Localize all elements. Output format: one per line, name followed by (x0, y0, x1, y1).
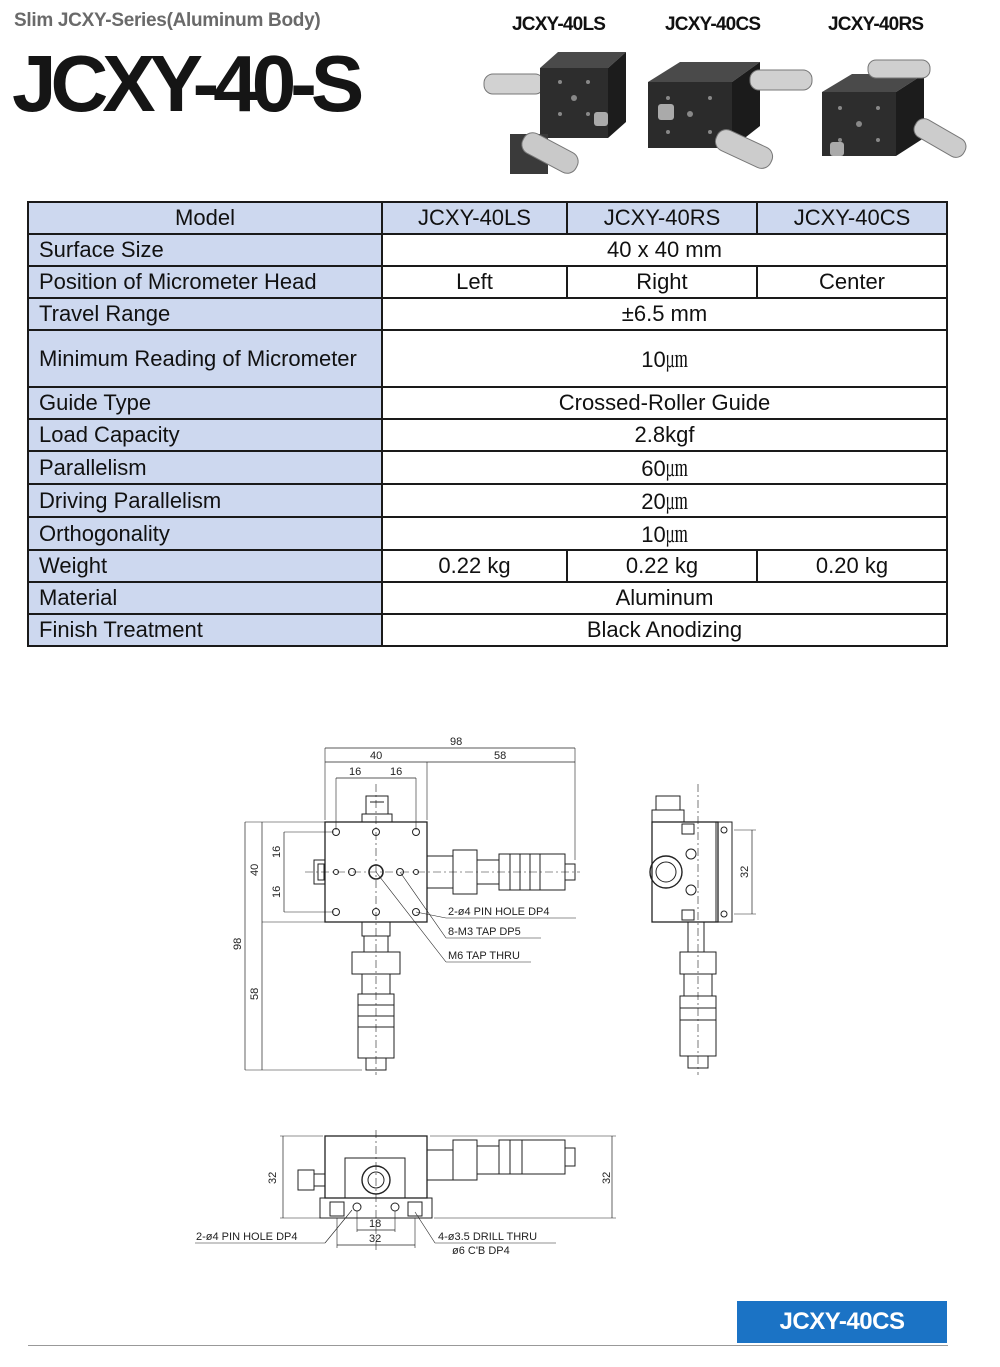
spec-label: Guide Type (28, 387, 382, 419)
technical-drawing (0, 700, 1000, 1280)
dim-98-vertical: 98 (232, 937, 244, 950)
spec-label: Material (28, 582, 382, 614)
dim-16-horizontal-a: 16 (349, 766, 362, 778)
spec-header-row (28, 202, 947, 234)
dim-40-horizontal: 40 (370, 750, 383, 762)
note-pin-hole: 2-ø4 PIN HOLE DP4 (448, 906, 550, 918)
dim-18-front: 18 (369, 1218, 382, 1230)
product-photo-cs (640, 42, 820, 187)
spec-value: 0.22 kg (567, 550, 757, 582)
product-photo-ls (480, 38, 630, 188)
spec-row-min-reading (28, 330, 947, 387)
dim-58-vertical: 58 (249, 987, 261, 1000)
spec-value: 10㎛ (382, 517, 947, 550)
spec-label: Finish Treatment (28, 614, 382, 646)
note-m3-tap: 8-M3 TAP DP5 (448, 926, 521, 938)
dim-32-front-right: 32 (601, 1171, 613, 1184)
spec-row-material (28, 582, 947, 614)
spec-row-travel-range (28, 298, 947, 330)
spec-label: Load Capacity (28, 419, 382, 451)
side-view (650, 784, 756, 1075)
spec-value: Aluminum (382, 582, 947, 614)
product-label-rs: JCXY-40RS (828, 14, 924, 35)
dim-32-front-bottom: 32 (369, 1233, 382, 1245)
product-photo-rs (818, 58, 978, 173)
footer-divider (28, 1345, 948, 1346)
spec-value: Center (757, 266, 947, 298)
spec-row-finish (28, 614, 947, 646)
spec-row-guide-type (28, 387, 947, 419)
spec-value: 2.8kgf (382, 419, 947, 451)
spec-label: Orthogonality (28, 517, 382, 550)
spec-row-driving-parallelism (28, 484, 947, 517)
spec-value: 20㎛ (382, 484, 947, 517)
spec-header-model-cs: JCXY-40CS (757, 202, 947, 234)
spec-row-micrometer-position (28, 266, 947, 298)
dim-98-horizontal: 98 (450, 736, 463, 748)
dim-16-vertical-b: 16 (271, 885, 283, 898)
note-pin-hole-front: 2-ø4 PIN HOLE DP4 (196, 1231, 298, 1243)
spec-label: Minimum Reading of Micrometer (28, 330, 382, 387)
product-label-cs: JCXY-40CS (665, 14, 761, 35)
spec-value: Left (382, 266, 567, 298)
dim-40-vertical: 40 (249, 863, 261, 876)
spec-header-model: Model (28, 202, 382, 234)
spec-label: Travel Range (28, 298, 382, 330)
series-subtitle: Slim JCXY-Series(Aluminum Body) (14, 10, 321, 31)
spec-label: Weight (28, 550, 382, 582)
spec-header-model-ls: JCXY-40LS (382, 202, 567, 234)
spec-label: Surface Size (28, 234, 382, 266)
dim-16-horizontal-b: 16 (390, 766, 403, 778)
spec-value: Right (567, 266, 757, 298)
spec-value: 0.20 kg (757, 550, 947, 582)
spec-header-model-rs: JCXY-40RS (567, 202, 757, 234)
product-title: JCXY-40-S (12, 39, 359, 128)
spec-value: 10㎛ (382, 330, 947, 387)
dim-58-horizontal: 58 (494, 750, 507, 762)
spec-value: ±6.5 mm (382, 298, 947, 330)
spec-table (27, 201, 948, 647)
spec-value: 40 x 40 mm (382, 234, 947, 266)
product-label-ls: JCXY-40LS (512, 14, 606, 35)
spec-value: Black Anodizing (382, 614, 947, 646)
spec-row-parallelism (28, 451, 947, 484)
spec-label: Driving Parallelism (28, 484, 382, 517)
note-drill-thru: 4-ø3.5 DRILL THRU (438, 1231, 538, 1243)
spec-row-orthogonality (28, 517, 947, 550)
spec-row-surface-size (28, 234, 947, 266)
model-badge: JCXY-40CS (737, 1301, 947, 1343)
spec-value: 60㎛ (382, 451, 947, 484)
spec-value: Crossed-Roller Guide (382, 387, 947, 419)
dim-32-side: 32 (739, 865, 751, 878)
note-m6-tap: M6 TAP THRU (448, 950, 520, 962)
spec-row-weight (28, 550, 947, 582)
dim-32-front-left: 32 (267, 1171, 279, 1184)
dim-16-vertical-a: 16 (271, 845, 283, 858)
spec-row-load-capacity (28, 419, 947, 451)
spec-value: 0.22 kg (382, 550, 567, 582)
note-counterbore: ø6 C'B DP4 (452, 1245, 510, 1257)
spec-label: Position of Micrometer Head (28, 266, 382, 298)
spec-label: Parallelism (28, 451, 382, 484)
